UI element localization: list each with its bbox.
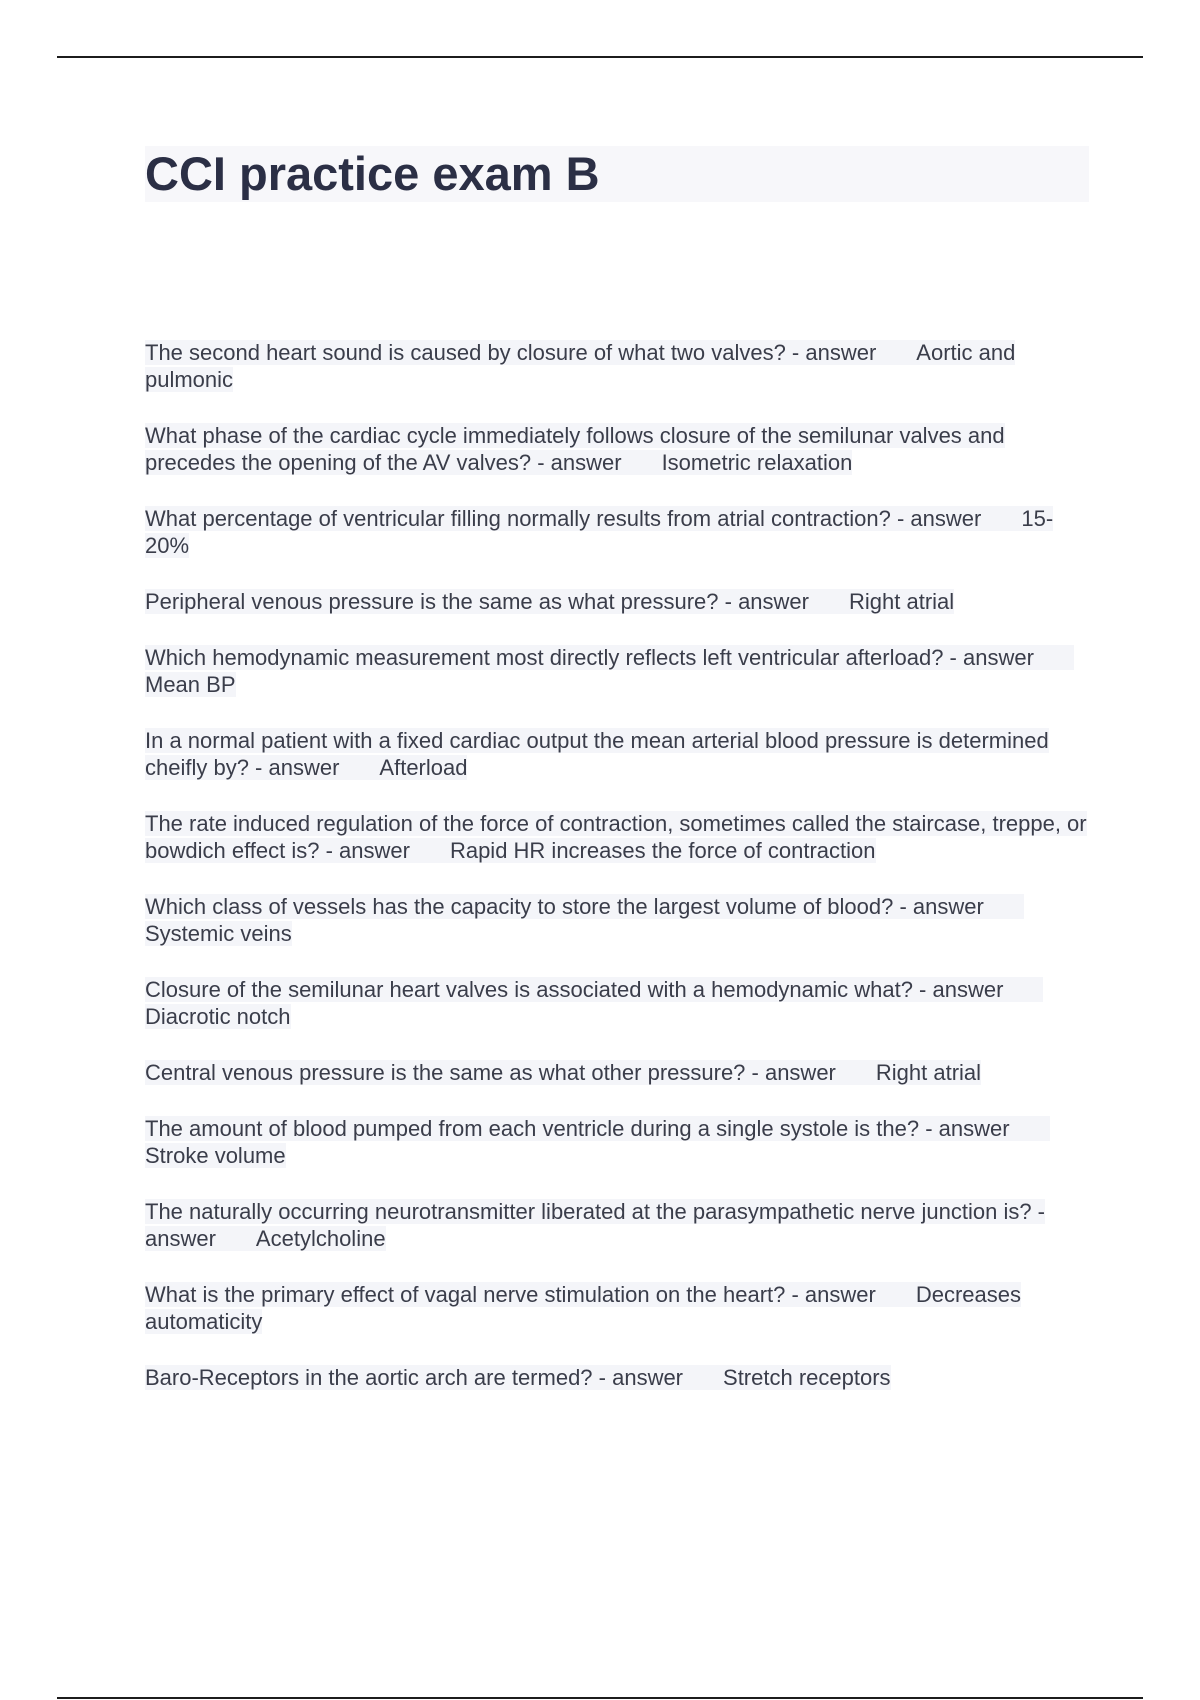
- question-text: Baro-Receptors in the aortic arch are termed? - answer: [145, 1365, 684, 1390]
- qa-item: [145, 1281, 1095, 1335]
- question-text: Peripheral venous pressure is the same as what pressure? - answer: [145, 589, 809, 614]
- answer-text: Isometric relaxation: [661, 450, 853, 475]
- answer-text: Acetylcholine: [255, 1226, 386, 1251]
- qa-item: [145, 1198, 1095, 1252]
- answer-text: Systemic veins: [145, 921, 292, 946]
- qa-item: [145, 976, 1095, 1030]
- question-text: What phase of the cardiac cycle immediately follows closure of the semilunar valves and precedes the opening of the AV valves? - answer: [145, 423, 1005, 475]
- qa-item: [145, 810, 1095, 864]
- qa-item: [145, 1364, 1095, 1391]
- question-text: What is the primary effect of vagal nerve stimulation on the heart? - answer: [145, 1282, 876, 1307]
- qa-item: [145, 505, 1095, 559]
- answer-text: 15-20%: [145, 506, 1054, 558]
- qa-item: [145, 644, 1095, 698]
- answer-text: Right atrial: [849, 589, 955, 614]
- question-text: The amount of blood pumped from each ventricle during a single systole is the? - answer: [145, 1116, 1010, 1141]
- answer-text: Aortic and pulmonic: [145, 340, 1016, 392]
- qa-item: [145, 727, 1095, 781]
- answer-text: Afterload: [379, 755, 468, 780]
- question-text: In a normal patient with a fixed cardiac output the mean arterial blood pressure is determined cheifly by? - answer: [145, 728, 1049, 780]
- title-block: [145, 146, 1089, 202]
- question-text: What percentage of ventricular filling normally results from atrial contraction? - answer: [145, 506, 982, 531]
- bottom-divider: [57, 1697, 1143, 1699]
- page-title: CCI practice exam B: [145, 147, 600, 200]
- question-text: Closure of the semilunar heart valves is associated with a hemodynamic what? - answer: [145, 977, 1004, 1002]
- answer-text: Diacrotic notch: [145, 1004, 291, 1029]
- answer-text: Right atrial: [875, 1060, 982, 1085]
- question-text: Which hemodynamic measurement most directly reflects left ventricular afterload? - answer: [145, 645, 1034, 670]
- answer-text: Rapid HR increases the force of contraction: [449, 838, 876, 863]
- answer-text: Mean BP: [145, 672, 236, 697]
- answer-text: Stroke volume: [145, 1143, 286, 1168]
- qa-item: [145, 893, 1095, 947]
- question-text: The second heart sound is caused by closure of what two valves? - answer: [145, 340, 877, 365]
- qa-item: [145, 422, 1095, 476]
- question-text: Central venous pressure is the same as what other pressure? - answer: [145, 1060, 836, 1085]
- question-text: Which class of vessels has the capacity to store the largest volume of blood? - answer: [145, 894, 984, 919]
- answer-text: Stretch receptors: [723, 1365, 891, 1390]
- qa-item: [145, 1059, 1095, 1086]
- top-divider: [57, 56, 1143, 58]
- qa-item: [145, 339, 1095, 393]
- answer-text: Decreases automaticity: [145, 1282, 1021, 1334]
- qa-item: [145, 1115, 1095, 1169]
- qa-item: [145, 588, 1095, 615]
- question-text: The naturally occurring neurotransmitter liberated at the parasympathetic nerve junction is? - answer: [145, 1199, 1046, 1251]
- question-text: The rate induced regulation of the force of contraction, sometimes called the staircase, treppe, or bowdich effect is? - answer: [145, 811, 1087, 863]
- qa-list: [145, 339, 1095, 1420]
